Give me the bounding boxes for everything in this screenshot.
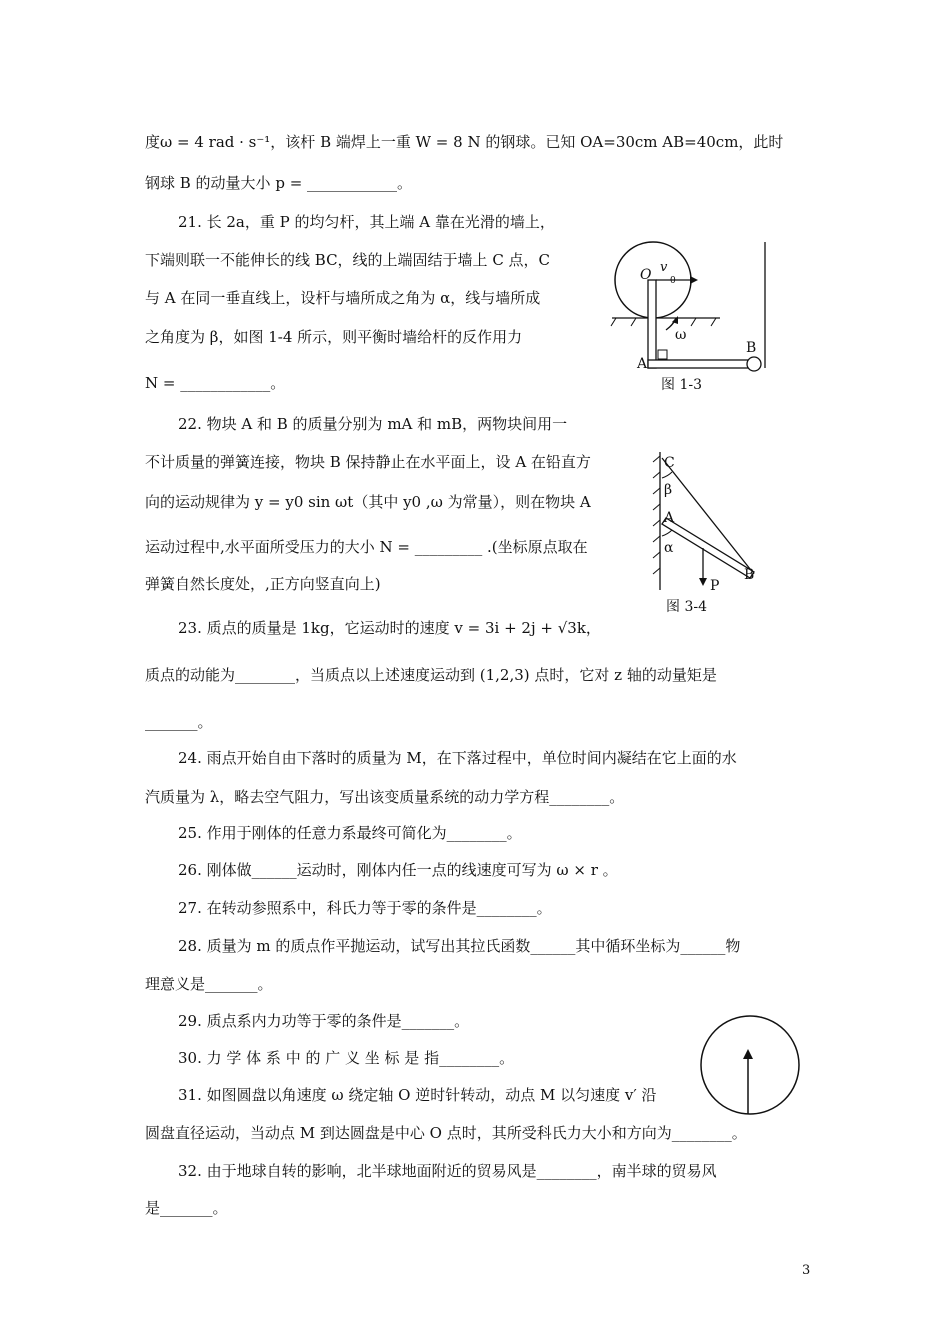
fig13-label-b: B — [746, 340, 757, 356]
text-line: 之角度为 β，如图 1-4 所示，则平衡时墙给杆的反作用力 — [145, 328, 523, 346]
velocity-arrowhead — [690, 276, 698, 284]
text-line: 汽质量为 λ，略去空气阻力，写出该变质量系统的动力学方程________。 — [145, 788, 625, 806]
question-25-line: 25. 作用于刚体的任意力系最终可简化为________。 — [178, 824, 522, 842]
question-28-line: 28. 质量为 m 的质点作平抛运动，试写出其拉氏函数______其中循环坐标为______物 — [178, 937, 741, 955]
rod-oa — [648, 280, 656, 368]
fig13-label-v-sub: 0 — [670, 276, 676, 286]
weight-arrowhead — [699, 578, 707, 586]
text-line: _______。 — [145, 713, 213, 731]
fig34-label-beta: β — [664, 482, 673, 498]
text-line: 钢球 B 的动量大小 p = ____________。 — [145, 174, 413, 192]
question-31-line: 31. 如图圆盘以角速度 ω 绕定轴 O 逆时针转动，动点 M 以匀速度 v′ 沿 — [178, 1086, 657, 1104]
ground-hatch — [611, 318, 716, 326]
fig34-label-p: P — [710, 578, 720, 594]
fig13-label-v: v — [660, 260, 668, 275]
fig13-caption: 图 1-3 — [661, 377, 702, 393]
wall-hatch — [653, 456, 660, 574]
disk-circle — [701, 1016, 799, 1114]
text-line: 运动过程中,水平面所受压力的大小 N = _________ .(坐标原点取在 — [145, 538, 588, 556]
rod-ab — [662, 518, 754, 578]
string-bc — [662, 458, 754, 574]
text-line: 质点的动能为________，当质点以上述速度运动到 (1,2,3) 点时，它对 z 轴的动量矩是 — [145, 666, 717, 684]
question-27-line: 27. 在转动参照系中，科氏力等于零的条件是________。 — [178, 899, 552, 917]
question-26-line: 26. 刚体做______运动时，刚体内任一点的线速度可写为 ω × r 。 — [178, 861, 618, 879]
text-line: 弹簧自然长度处，,正方向竖直向上) — [145, 575, 381, 593]
text-line: 向的运动规律为 y = y0 sin ωt（其中 y0 ,ω 为常量），则在物块 A — [145, 493, 591, 511]
question-29-line: 29. 质点系内力功等于零的条件是_______。 — [178, 1012, 470, 1030]
fig13-label-a: A — [637, 356, 648, 372]
text-line: 是_______。 — [145, 1199, 228, 1217]
question-22-line: 22. 物块 A 和 B 的质量分别为 mA 和 mB，两物块间用一 — [178, 415, 568, 433]
rod-ab — [648, 360, 748, 368]
ball-b — [747, 357, 761, 371]
fig13-label-omega: ω — [675, 327, 687, 343]
question-30-line: 30. 力 学 体 系 中 的 广 义 坐 标 是 指________。 — [178, 1049, 515, 1067]
text-line: 度ω = 4 rad · s⁻¹，该杆 B 端焊上一重 W = 8 N 的钢球。已知 OA=30cm AB=40cm，此时 — [145, 133, 784, 151]
disk-figure — [698, 1013, 808, 1123]
text-line: N = ____________。 — [145, 374, 286, 392]
fig34-label-c: C — [664, 455, 675, 471]
right-angle-mark — [658, 350, 667, 359]
text-line: 理意义是_______。 — [145, 975, 273, 993]
alpha-arc — [662, 530, 672, 536]
text-line: 圆盘直径运动，当动点 M 到达圆盘是中心 O 点时，其所受科氏力大小和方向为________。 — [145, 1124, 747, 1142]
fig34-label-b: B — [744, 567, 755, 583]
fig34-caption: 图 3-4 — [666, 599, 707, 615]
fig34-label-alpha: α — [664, 540, 674, 556]
text-line: 不计质量的弹簧连接，物块 B 保持静止在水平面上，设 A 在铅直方 — [145, 453, 591, 471]
fig34-label-a: A — [664, 510, 675, 526]
velocity-arrowhead — [743, 1049, 753, 1059]
question-24-line: 24. 雨点开始自由下落时的质量为 M，在下落过程中，单位时间内凝结在它上面的水 — [178, 749, 737, 767]
beta-arc — [662, 472, 672, 478]
question-21-line: 21. 长 2a，重 P 的均匀杆，其上端 A 靠在光滑的墙上， — [178, 213, 555, 231]
question-32-line: 32. 由于地球自转的影响，北半球地面附近的贸易风是________，南半球的贸易风 — [178, 1162, 717, 1180]
page-number: 3 — [802, 1263, 811, 1278]
question-23-line: 23. 质点的质量是 1kg，它运动时的速度 v = 3i + 2j + √3k， — [178, 619, 601, 637]
fig13-label-o: O — [640, 267, 652, 283]
text-line: 下端则联一不能伸长的线 BC，线的上端固结于墙上 C 点，C — [145, 251, 551, 269]
text-line: 与 A 在同一垂直线上，设杆与墙所成之角为 α，线与墙所成 — [145, 289, 541, 307]
